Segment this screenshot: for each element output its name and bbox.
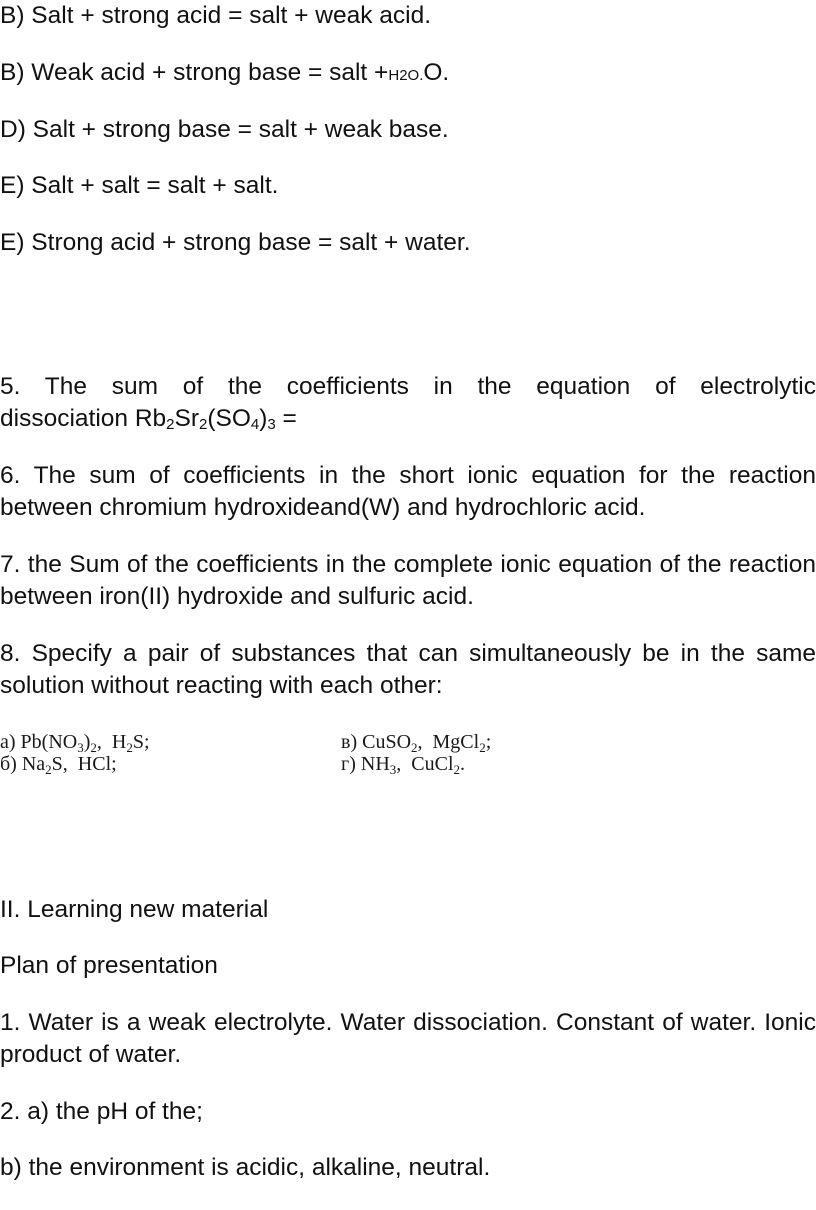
section-title: II. Learning new material [0, 896, 269, 923]
q5-text: = [275, 405, 297, 432]
formula: Pb(NO [20, 731, 78, 753]
q5-sub: 2 [166, 416, 175, 433]
formula-sub: 2 [45, 762, 52, 777]
formula: HCl; [77, 753, 117, 775]
answer-b2-small: H2O. [388, 67, 424, 84]
option-b [0, 752, 117, 782]
option-label: в) [341, 731, 358, 753]
formula: . [460, 753, 466, 775]
answer-option-d: D) Salt + strong base = salt + weak base. [0, 116, 449, 143]
formula: MgCl [432, 731, 480, 753]
option-label: б) [0, 753, 17, 775]
formula-sub: 2 [479, 740, 486, 755]
option-label: а) [0, 731, 16, 753]
question-6: 6. The sum of coefficients in the short ionic equation for the reaction between chromium hydroxideand(W) and hydrochloric acid. [0, 462, 816, 521]
formula: ; [485, 731, 492, 753]
formula: , [96, 731, 102, 753]
formula-sub: 2 [411, 740, 418, 755]
plan-item-2b: b) the environment is acidic, alkaline, neutral. [0, 1154, 491, 1181]
formula: S, [51, 753, 68, 775]
q5-text: Sr [174, 405, 199, 432]
answer-b2-text: B) Weak acid + strong base = salt + [0, 59, 389, 86]
formula: , [396, 753, 402, 775]
formula-sub: 3 [77, 740, 84, 755]
answer-b2-suffix: O. [423, 59, 450, 86]
answer-option-e2: E) Strong acid + strong base = salt + water. [0, 229, 471, 256]
q5-sub: 3 [267, 416, 276, 433]
question-5 [0, 371, 816, 441]
q5-sub: 4 [250, 416, 260, 433]
formula: NH [360, 753, 390, 775]
answer-option-e1: E) Salt + salt = salt + salt. [0, 172, 279, 199]
plan-item-2a: 2. a) the pH of the; [0, 1098, 203, 1125]
option-label: г) [341, 753, 356, 775]
formula-sub: 2 [126, 740, 133, 755]
plan-item-1: 1. Water is a weak electrolyte. Water dissociation. Constant of water. Ionic product of water. [0, 1009, 816, 1068]
q5-text: (SO [207, 405, 251, 432]
formula: Na [21, 753, 46, 775]
question-5-line1: 5. The sum of the coefficients in the equation of electrolytic [0, 373, 816, 400]
q5-sub: 2 [198, 416, 208, 433]
option-g [341, 752, 465, 782]
formula: H [111, 731, 127, 753]
answer-option-b1: B) Salt + strong acid = salt + weak acid. [0, 2, 432, 29]
plan-title: Plan of presentation [0, 952, 218, 979]
formula: ) [83, 731, 91, 753]
question-5-line2 [0, 403, 816, 441]
formula: CuSO [362, 731, 412, 753]
q5-text: dissociation Rb [0, 405, 167, 432]
formula: CuCl [411, 753, 454, 775]
q5-text: ) [259, 405, 268, 432]
answer-option-b2 [0, 57, 816, 92]
formula: S; [132, 731, 150, 753]
question-7: 7. the Sum of the coefficients in the complete ionic equation of the reaction between iron(II) hydroxide and sulfuric acid. [0, 551, 816, 610]
formula-sub: 3 [389, 762, 397, 777]
formula: , [417, 731, 423, 753]
formula-sub: 2 [90, 740, 97, 755]
formula-sub: 2 [453, 762, 461, 777]
question-8: 8. Specify a pair of substances that can simultaneously be in the same solution without reacting with each other: [0, 640, 816, 699]
